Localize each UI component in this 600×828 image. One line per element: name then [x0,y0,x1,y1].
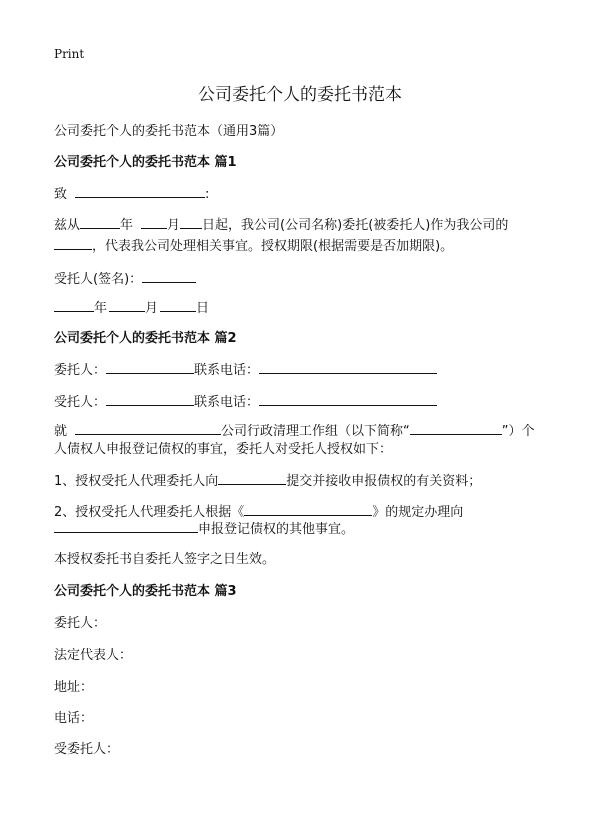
principal-field: 委托人： [54,616,107,631]
effective-statement: 本授权委托书自委托人签字之日生效。 [54,552,276,567]
addressee-blank [75,184,205,198]
phone-field: 电话： [54,711,94,726]
principal-line: 委托人： 联系电话： [54,359,437,378]
document-subtitle: 公司委托个人的委托书范本（通用3篇） [54,124,284,139]
colon: : [205,187,210,202]
month-blank [141,215,167,229]
year-blank [80,215,120,229]
date-line: 年 月 日 [54,297,209,316]
signer-line: 受托人(签名)： [54,268,196,287]
day-blank [180,215,202,229]
agent-field: 受委托人： [54,742,120,757]
item-2: 2、授权受托人代理委托人根据《 》的规定办理向 [54,501,463,520]
addressee-line [54,183,209,202]
to-label: 致 [54,187,68,202]
authorization-line-1: 兹从 年 月 日起，我公司(公司名称)委托(被委托人)作为我公司的 [54,214,508,233]
print-link[interactable]: Print [54,47,85,61]
item-2-continued: 申报登记债权的其他事宜。 [54,518,354,537]
legal-rep-field: 法定代表人： [54,648,133,663]
scope-line-2: 人债权人申报登记债权的事宜，委托人对受托人授权如下： [54,442,393,457]
section-2-heading: 公司委托个人的委托书范本 篇2 [54,331,237,346]
item-1: 1、授权受托人代理委托人向 提交并接收申报债权的有关资料； [54,470,481,489]
document-title: 公司委托个人的委托书范本 [198,85,402,105]
role-blank [54,236,92,250]
address-field: 地址： [54,680,94,695]
agent-line: 受托人： 联系电话： [54,391,437,410]
authorization-line-2: ，代表我公司处理相关事宜。授权期限(根据需要是否加期限)。 [54,235,453,254]
signature-blank [142,269,196,283]
scope-line-1: 就 公司行政清理工作组（以下简称“ ”）个 [54,420,535,439]
section-3-heading: 公司委托个人的委托书范本 篇3 [54,584,237,599]
section-1-heading: 公司委托个人的委托书范本 篇1 [54,155,237,170]
